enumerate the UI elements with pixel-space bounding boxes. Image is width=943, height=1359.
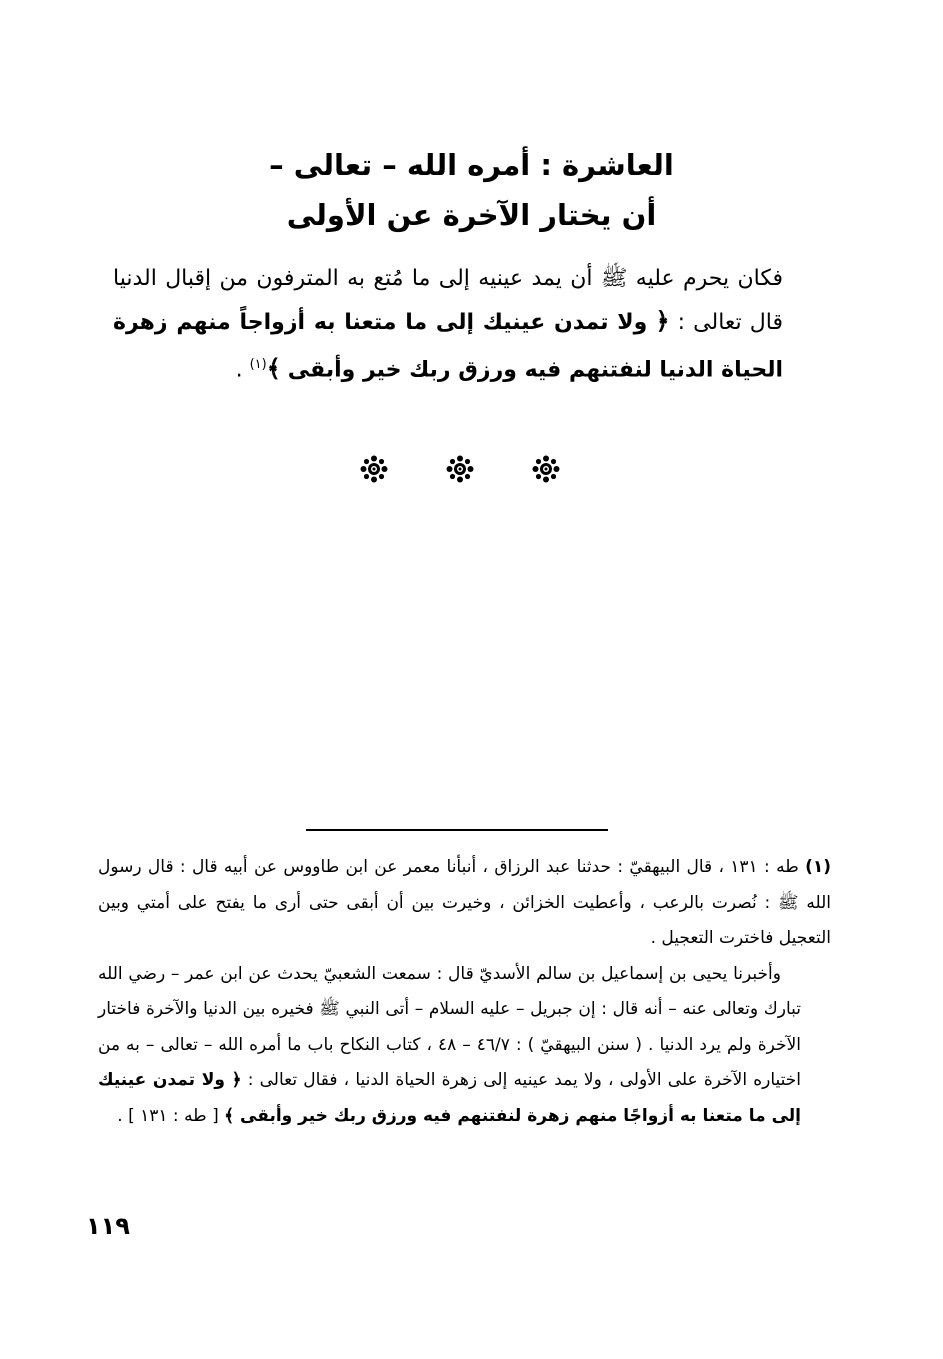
section-heading [150,140,793,240]
floral-ornament-icon [360,455,388,483]
main-paragraph-text [113,258,831,391]
quran-close-bracket: ﴾ [266,354,281,383]
footnote-1-continuation [98,957,831,1135]
sentence-end: . [235,357,250,383]
floral-ornament-icon [446,455,474,483]
page-number: ١١٩ [86,1212,130,1240]
footnote-citation: [ طه : ١٣١ ] . [117,1105,219,1126]
footnote-reference[interactable]: (١) [249,357,267,372]
footnote-2-text: وأخبرنا يحيى بن إسماعيل بن سالم الأسديّ قال : سمعت الشعبيّ يحدث عن ابن عمر – رضي الله تبارك وتعالى عنه – أنه قال : إن جبريل – عليه السلام – أتى النبي ﷺ فخيره بين الدنيا والآخرة فاختار الآخرة ولم يرد الدنيا . ( سنن البيهقيّ ) : ٤٦/٧ – ٤٨ ، كتاب النكاح باب ما أمره الله – تعالى – به من اختياره الآخرة على الأولى ، ولا يمد عينيه إلى زهرة الحياة الدنيا ، فقال تعالى : [98,963,801,1090]
section-divider-ornaments [360,455,560,483]
footnote-separator [306,829,608,831]
heading-line-2: أن يختار الآخرة عن الأولى [286,198,657,232]
floral-ornament-icon [532,455,560,483]
heading-line-1: العاشرة : أمره الله – تعالى – [269,148,674,182]
footnote-1-text: طه : ١٣١ ، قال البيهقيّ : حدثنا عبد الرزاق ، أنبأنا معمر عن ابن طاووس عن أبيه قال : قال رسول الله ﷺ : نُصرت بالرعب ، وأعطيت الخزائن ، وخيرت بين أن أبقى حتى أرى ما يفتح على أمتي وبين التعجيل فاخترت التعجيل . [98,857,831,948]
quran-open-bracket: ﴿ [655,307,670,335]
footnote-1 [98,850,831,957]
footnotes-section [98,850,831,1134]
intro-text: فكان يحرم عليه ﷺ أن يمد عينيه إلى ما مُتع به المترفون من إقبال الدنيا قال تعالى : [113,266,783,335]
main-paragraph [113,258,831,391]
footnote-quran-verse: ﴿ ولا تمدن عينيك إلى ما متعنا به أزواجًا منهم زهرة لنفتنهم فيه ورزق ربك خير وأبقى ﴾ [98,1070,801,1126]
quran-verse: ولا تمدن عينيك إلى ما متعنا به أزواجاً منهم زهرة الحياة الدنيا لنفتنهم فيه ورزق ربك خير وأبقى [113,310,783,383]
footnote-number: (١) [805,857,832,877]
